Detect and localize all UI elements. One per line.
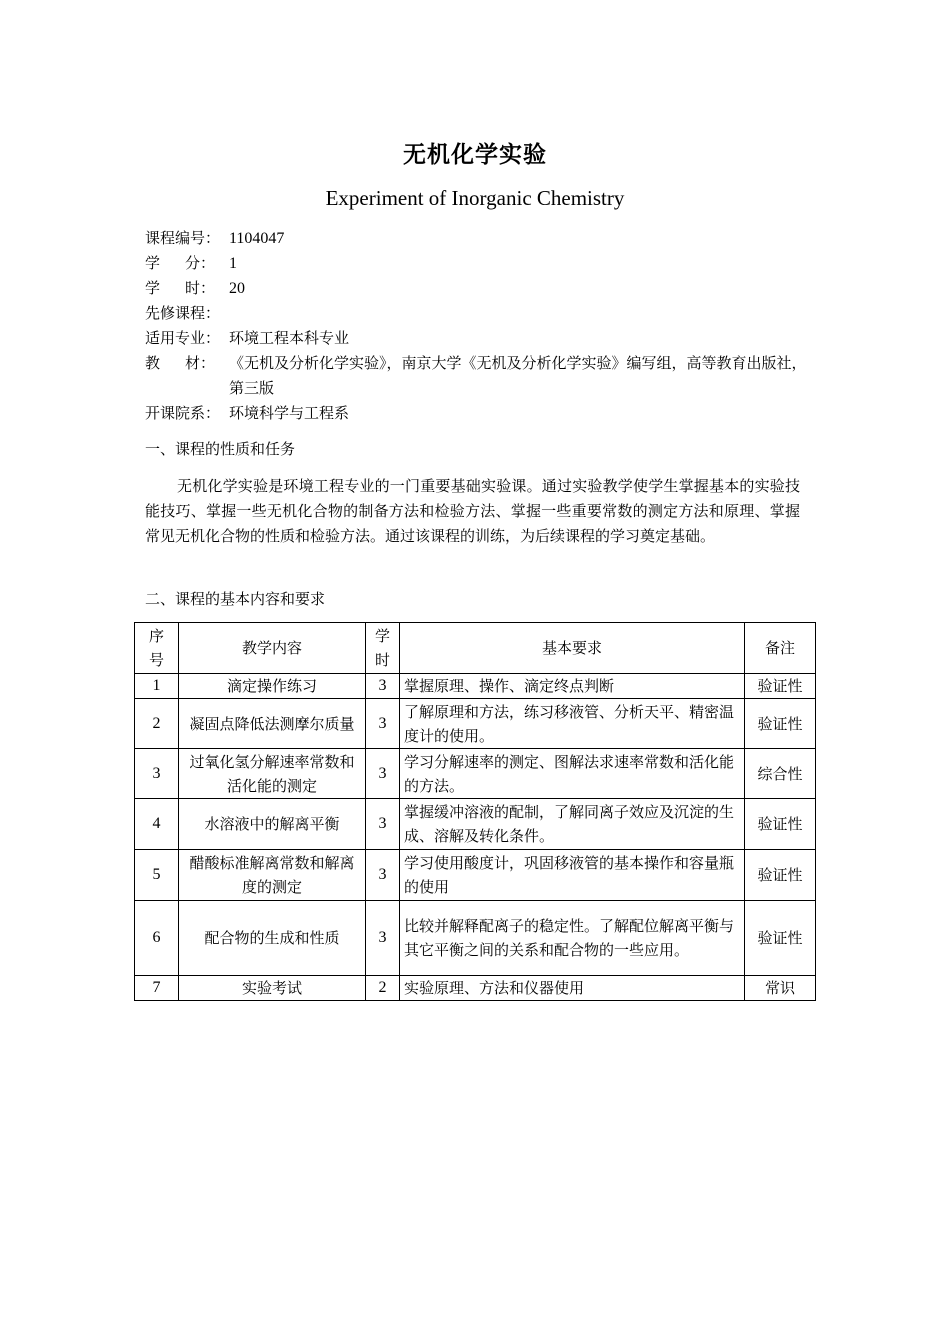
row-note: 验证性 (745, 799, 816, 850)
row-note: 验证性 (745, 674, 816, 699)
row-seq: 2 (135, 699, 179, 749)
row-content: 实验考试 (179, 976, 366, 1001)
course-code-label: 课程编号： (145, 229, 221, 247)
section1-heading: 一、课程的性质和任务 (145, 440, 296, 458)
header-requirement: 基本要求 (400, 623, 745, 674)
course-code-row (145, 226, 815, 251)
row-hours: 2 (366, 976, 400, 1001)
row-note: 验证性 (745, 901, 816, 976)
row-content: 过氧化氢分解速率常数和活化能的测定 (179, 749, 366, 799)
dept-value: 环境科学与工程系 (229, 404, 350, 422)
row-seq: 5 (135, 850, 179, 901)
row-note: 综合性 (745, 749, 816, 799)
row-note: 验证性 (745, 850, 816, 901)
prereq-row (145, 301, 815, 326)
major-value: 环境工程本科专业 (229, 329, 350, 347)
major-label: 适用专业： (145, 329, 221, 347)
hours-value: 20 (229, 280, 245, 297)
header-hours-line2: 时 (374, 651, 390, 669)
dept-label: 开课院系： (145, 404, 221, 422)
row-hours: 3 (366, 850, 400, 901)
credit-row (145, 251, 815, 276)
major-row (145, 326, 815, 351)
course-title-en: Experiment of Inorganic Chemistry (325, 186, 625, 210)
row-requirement: 实验原理、方法和仪器使用 (400, 976, 745, 1001)
dept-row (145, 401, 815, 426)
row-seq: 1 (135, 674, 179, 699)
table-row (135, 799, 816, 850)
row-content: 水溶液中的解离平衡 (179, 799, 366, 850)
row-hours: 3 (366, 799, 400, 850)
row-hours: 3 (366, 674, 400, 699)
credit-label-part-a: 学 (145, 254, 161, 272)
table-row (135, 850, 816, 901)
credit-label (145, 251, 229, 276)
table-row (135, 749, 816, 799)
row-requirement: 学习使用酸度计，巩固移液管的基本操作和容量瓶的使用 (400, 850, 745, 901)
row-seq: 4 (135, 799, 179, 850)
credit-value: 1 (229, 255, 237, 272)
table-row (135, 901, 816, 976)
row-hours: 3 (366, 901, 400, 976)
textbook-value: 《无机及分析化学实验》，南京大学《无机及分析化学实验》编写组，高等教育出版社，第三版 (229, 354, 807, 397)
row-requirement: 学习分解速率的测定、图解法求速率常数和活化能的方法。 (400, 749, 745, 799)
header-hours-line1: 学 (374, 627, 390, 645)
section2-heading: 二、课程的基本内容和要求 (145, 590, 326, 608)
course-content-table (134, 622, 816, 1001)
row-note: 验证性 (745, 699, 816, 749)
table-row (135, 976, 816, 1001)
textbook-label-part-b: 材： (184, 354, 215, 372)
prereq-label: 先修课程： (145, 304, 221, 322)
row-seq: 3 (135, 749, 179, 799)
credit-label-part-b: 分： (184, 254, 215, 272)
row-content: 配合物的生成和性质 (179, 901, 366, 976)
header-seq-line2: 号 (148, 651, 164, 669)
hours-label-part-a: 学 (145, 279, 161, 297)
textbook-row (145, 351, 815, 401)
section1-paragraph: 无机化学实验是环境工程专业的一门重要基础实验课。通过实验教学使学生掌握基本的实验技能技巧、掌握一些无机化合物的制备方法和检验方法、掌握一些重要常数的测定方法和原理、掌握常见无机化合物的性质和检验方法。通过该课程的训练，为后续课程的学习奠定基础。 (145, 477, 800, 545)
row-requirement: 比较并解释配离子的稳定性。了解配位解离平衡与其它平衡之间的关系和配合物的一些应用。 (400, 901, 745, 976)
header-content: 教学内容 (179, 623, 366, 674)
row-hours: 3 (366, 699, 400, 749)
row-requirement: 掌握缓冲溶液的配制，了解同离子效应及沉淀的生成、溶解及转化条件。 (400, 799, 745, 850)
row-seq: 7 (135, 976, 179, 1001)
row-seq: 6 (135, 901, 179, 976)
table-row (135, 699, 816, 749)
textbook-label-part-a: 教 (145, 354, 161, 372)
course-info (145, 226, 815, 426)
header-note: 备注 (745, 623, 816, 674)
course-code-value: 1104047 (229, 230, 285, 247)
row-hours: 3 (366, 749, 400, 799)
row-requirement: 掌握原理、操作、滴定终点判断 (400, 674, 745, 699)
row-note: 常识 (745, 976, 816, 1001)
textbook-label (145, 351, 229, 376)
table-header-row (135, 623, 816, 674)
header-seq-line1: 序 (148, 627, 164, 645)
header-seq (135, 623, 179, 674)
hours-row (145, 276, 815, 301)
hours-label (145, 276, 229, 301)
header-hours (366, 623, 400, 674)
row-content: 凝固点降低法测摩尔质量 (179, 699, 366, 749)
hours-label-part-b: 时： (184, 279, 215, 297)
table-row (135, 674, 816, 699)
course-title-cn: 无机化学实验 (403, 142, 547, 168)
row-requirement: 了解原理和方法，练习移液管、分析天平、精密温度计的使用。 (400, 699, 745, 749)
row-content: 滴定操作练习 (179, 674, 366, 699)
row-content: 醋酸标准解离常数和解离度的测定 (179, 850, 366, 901)
